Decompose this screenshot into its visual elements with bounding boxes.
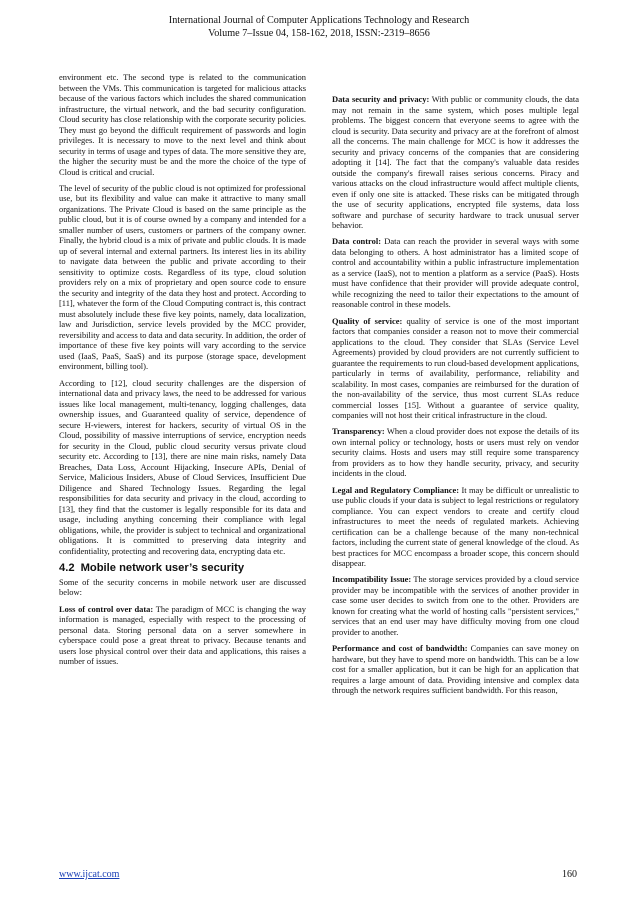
paragraph: Some of the security concerns in mobile network user are discussed below: (59, 576, 306, 598)
concern-label: Transparency: (332, 426, 385, 437)
concern-label: Performance and cost of bandwidth: (332, 643, 468, 654)
journal-title: International Journal of Computer Applications Technology and Research (168, 15, 470, 26)
concern-item (332, 574, 579, 637)
paragraph: The level of security of the public cloud is not optimized for professional use, but its flexibility and value can make it attractive to many small organizations. The Private Cloud is based on the same principle as the public cloud, but it is of course owned by a company and intended for a smaller number of users, customers or partners of the company owner. Finally, the hybrid cloud is a mix of private and public clouds. It is made up of several internal and external partners. Its interest lies in its ability to navigate data between the public and private according to their sensitivity to optimize costs. Regardless of its type, cloud solution providers rely on a mix of proprietary and open source code to ensure the security and integrity of the data they host and protect. According to [11], whatever the form of the Cloud Computing contract is, this contract must absolutely include these five key points, namely, data localization, law and Jurisdiction, service levels provided by the MCC provider, reversibility and access to data and data security. In addition, the order of importance of these five key points will vary according to the service used (IaaS, PaaS, SaaS) and its purpose (storage space, development environment, billing tool). (59, 182, 306, 372)
concern-label: Data control: (332, 236, 382, 247)
journal-website-link[interactable]: www.ijcat.com (59, 869, 120, 880)
journal-header (0, 14, 638, 40)
concern-text: With public or community clouds, the data may not remain in the same system, which poses multiple legal problems. The biggest concern that everyone seems to agree with the cloud is security. Data security and privacy are at the forefront of almost all the concerns. The main challenge for MCC is how it addresses the security and privacy concerns of the companies that are considering adopting it [14]. The fact that the company's valuable data resides outside the company's firewall raises serious concerns. Piracy and various attacks on the cloud infrastructure would affect multiple clients, even if only one site is attacked. These risks can be mitigated through the use of security applications, encrypted file systems, data loss software and purchase of security hardware to track unusual server behavior. (332, 94, 579, 230)
section-number: 4.2 (59, 561, 75, 574)
paragraph-text: The paradigm of MCC is changing the way information is managed, especially with respect to the processing of personal data. Storing personal data on a server somewhere in cyberspace could pose a great threat to privacy. Because tenants and users lose physical control over their data and applications, this raises a number of issues. (59, 603, 306, 667)
concern-item (332, 94, 579, 231)
concern-text: quality of service is one of the most important factors that companies consider a reason not to move their commercial applications to the cloud. They consider that SLAs (Service Level Agreements) provided by cloud providers are not currently sufficient to guarantee the requirements to run cloud-based development applications, particularly in terms of availability, performance, reliability and scalability. In most cases, companies are reimbursed for the duration of the non-availability of the service, thus most current SLAs reduce commercial losses [15]. Without a guarantee of service quality, companies will not host their critical infrastructure in the cloud. (332, 315, 579, 421)
concern-text: Data can reach the provider in several ways with some data belonging to others. A host administrator has a limited scope of control and accountability within a public infrastructure implementation as a service (IaaS), not to mention a platform as a service (PaaS). Hosts must have confidence that their provider will provide adequate control, while recognizing the need to tailor their expectations to the amount of reasonable control in these models. (332, 236, 579, 310)
right-column (332, 94, 579, 702)
page-number: 160 (562, 869, 577, 880)
concern-text: Companies can save money on hardware, but they have to spend more on bandwidth. This can be a low cost for a smaller application, but it can be high for an application that requires a large amount of data. Providing intensive and complex data through the network requires sufficient bandwidth. For this reason, (332, 643, 579, 696)
paragraph-label: Loss of control over data: (59, 603, 154, 614)
paragraph: According to [12], cloud security challenges are the dispersion of international data and privacy laws, the need to be addressed for various issues like local management, multi-tenancy, logging challenges, data ownership issues, and Guaranteed quality of service, dependence of secure H-viewers, interest for hackers, security of virtual OS in the Cloud, possibility of massive interruptions of service, encryption needs for security in the Cloud, public cloud security versus private cloud security etc. According to [13], there are nine main risks, namely Data Breaches, Data Loss, Account Hijacking, Insecure APIs, Denial of Service, Malicious Insiders, Abuse of Cloud Services, Insufficient Due Diligence and Shared Technology Issues. Regarding the legal responsibilities for data security and privacy in the cloud, according to [13], they find that the customer is legally responsible for its data and usage, including anything concerning their compliance with legal obligations, while, the provider is subject to technical and organizational obligations. It is committed to preserving data integrity and confidentiality, protecting and recovering data, encrypting data etc. (59, 377, 306, 556)
left-column (59, 72, 306, 672)
concern-label: Data security and privacy: (332, 94, 430, 104)
concern-text: The storage services provided by a cloud service provider may be incompatible with the services of another provider in case some user decides to switch from one to the other. Providers are known for creating what the world of hosting calls "persistent services," services that an end user may have difficulty moving from one cloud provider to another. (332, 574, 579, 637)
concern-item (332, 643, 579, 696)
journal-volume: Volume 7–Issue 04, 158-162, 2018, ISSN:-2319–8656 (208, 28, 430, 39)
section-title: Mobile network user’s security (80, 561, 245, 574)
concern-text: It may be difficult or unrealistic to use public clouds if your data is subject to legal restrictions or regulatory compliance. You can expect vendors to create and certify cloud infrastructures to meet the needs of regulated markets. Achieving certification can be a challenge because of the many non-technical factors, including the current state of general knowledge of the cloud. As best practices for MCC encompass a broader scope, this concern should disappear. (332, 484, 579, 569)
section-heading (59, 562, 306, 575)
concern-label: Legal and Regulatory Compliance: (332, 484, 460, 495)
paragraph (59, 604, 306, 667)
paragraph: environment etc. The second type is related to the communication between the VMs. This communication is targeted for malicious attacks because of the various factors which includes the shared communication infrastructure, the virtual network, and the bad security configuration. Cloud security has close relationship with the corporate security policies. They must go beyond the difficult requirement of passwords and login privileges. It is necessary to move to the next level and think about security in terms of usage and types of data. The more sensitive they are, the higher the security must be and the more the choice of the type of Cloud is critical and crucial. (59, 72, 306, 177)
concern-item (332, 426, 579, 479)
concern-text: When a cloud provider does not expose the details of its own internal policy or technology, hosts or users must rely on vendor security claims. Hosts and users may still require some transparency from providers as to how they handle security, privacy, and security incidents in the cloud. (332, 426, 579, 479)
concern-item (332, 316, 579, 421)
concern-item (332, 485, 579, 569)
concern-label: Incompatibility Issue: (332, 574, 412, 585)
concern-item (332, 236, 579, 310)
concern-label: Quality of service: (332, 315, 403, 326)
